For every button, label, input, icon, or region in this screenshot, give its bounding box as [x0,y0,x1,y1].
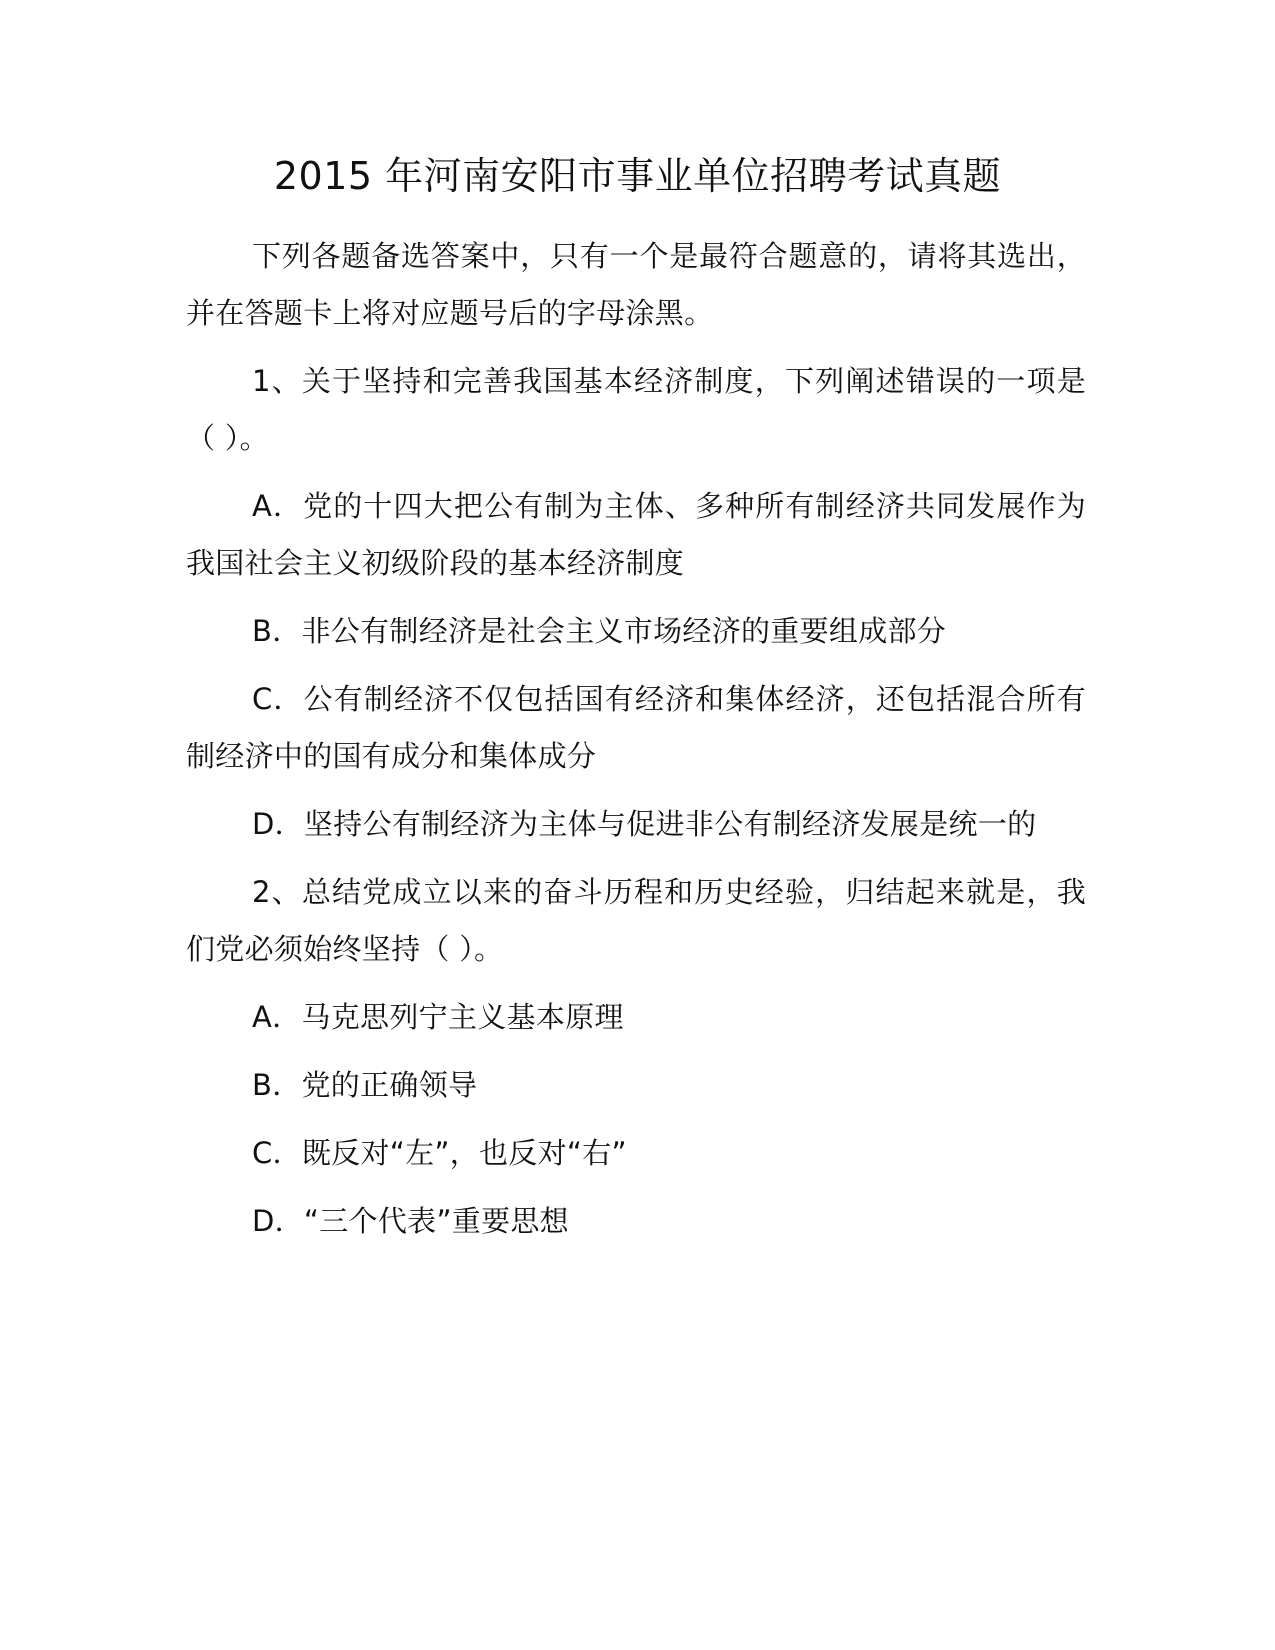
question-1-stem: 1、关于坚持和完善我国基本经济制度，下列阐述错误的一项是（ ）。 [186,364,1086,455]
question-2-option-a: A．马克思列宁主义基本原理 [252,1000,624,1034]
document-title: 2015 年河南安阳市事业单位招聘考试真题 [273,154,1002,198]
question-2-option-b: B．党的正确领导 [252,1068,478,1102]
question-2-option-c: C．既反对“左”，也反对“右” [252,1136,627,1170]
question-1-option-a: A．党的十四大把公有制为主体、多种所有制经济共同发展作为我国社会主义初级阶段的基本经济制度 [186,489,1086,580]
question-1-option-d: D．坚持公有制经济为主体与促进非公有制经济发展是统一的 [252,807,1037,841]
question-2-stem: 2、总结党成立以来的奋斗历程和历史经验，归结起来就是，我们党必须始终坚持（ ）。 [186,875,1086,966]
document-body [186,228,1086,1261]
question-1-option-c: C．公有制经济不仅包括国有经济和集体经济，还包括混合所有制经济中的国有成分和集体成分 [186,682,1086,773]
instructions-paragraph: 下列各题备选答案中，只有一个是最符合题意的，请将其选出，并在答题卡上将对应题号后的字母涂黑。 [186,239,1086,330]
question-2-option-d: D．“三个代表”重要思想 [252,1204,569,1238]
question-1-option-b: B．非公有制经济是社会主义市场经济的重要组成部分 [252,614,947,648]
